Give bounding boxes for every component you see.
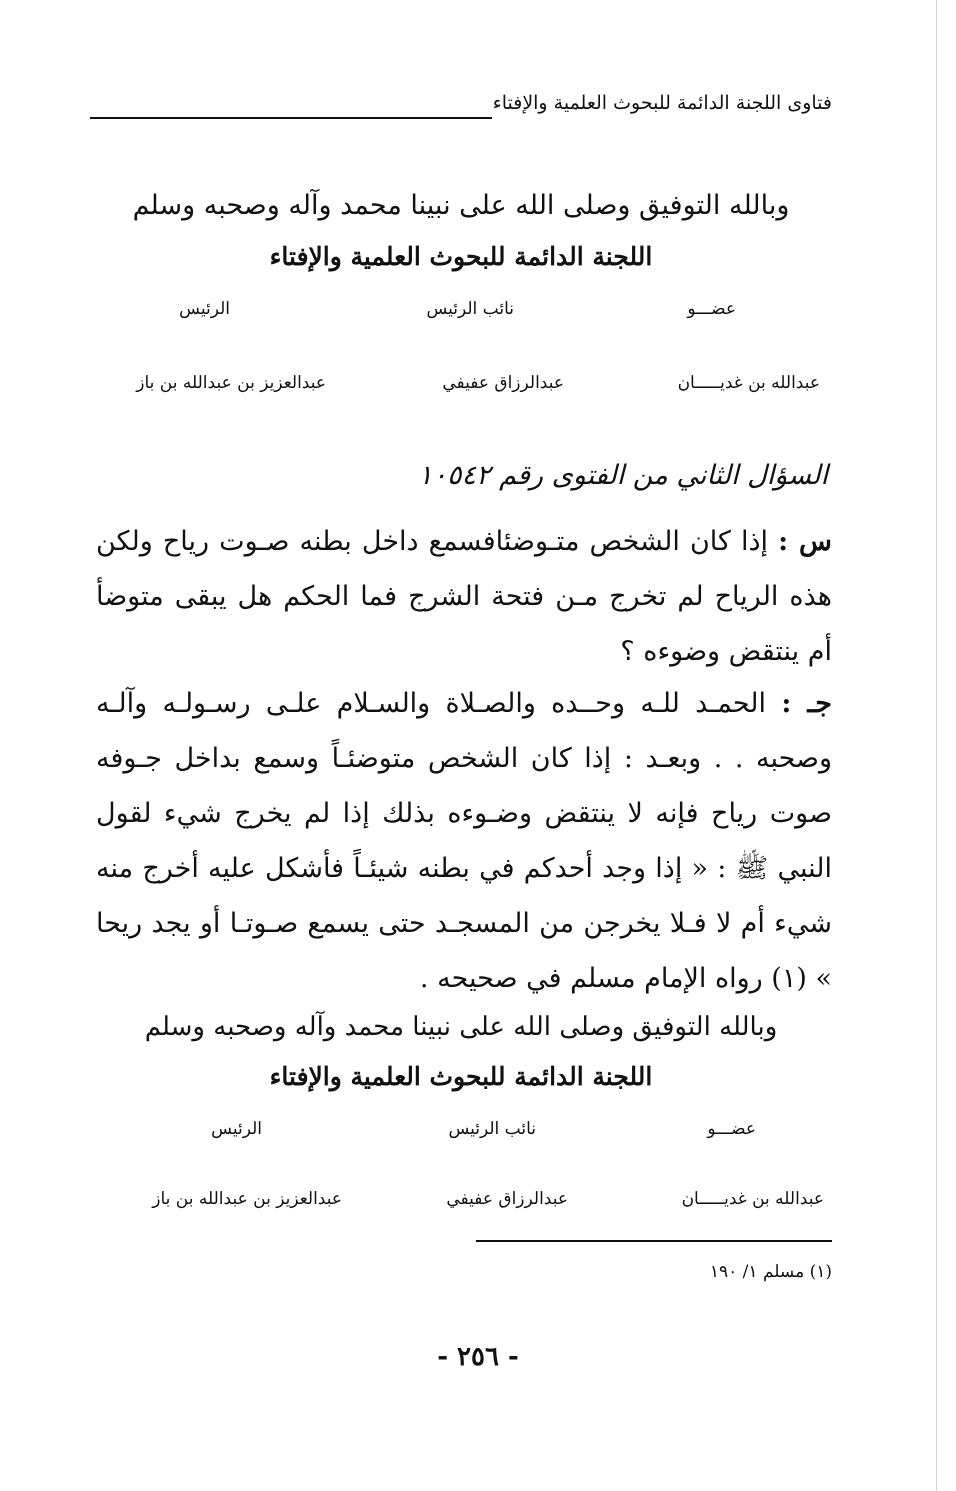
name-chairman: عبدالعزيز بن عبدالله بن باز: [136, 373, 326, 393]
name-vice-chairman: عبدالرزاق عفيفي: [442, 373, 564, 393]
footnote-rule: [476, 1240, 832, 1242]
closing-prayer-previous: وبالله التوفيق وصلى الله على نبينا محمد وآله وصحبه وسلم: [132, 190, 790, 221]
question-text: إذا كان الشخص متـوضئافسمع داخل بطنه صـوت رياح ولكن هذه الرياح لم تخرج مـن فتحة الشرج فما الحكم هل يبقى متوضأ أم ينتقض وضوءه ؟: [96, 526, 832, 667]
question-label: س :: [778, 526, 832, 557]
role-member: عضـــو: [707, 1119, 756, 1139]
role-member: عضـــو: [687, 299, 736, 319]
page-edge-line: [936, 0, 937, 1491]
running-header: [90, 88, 832, 124]
signature-roles-previous: [90, 296, 832, 322]
signature-names-current: [90, 1186, 832, 1212]
name-member: عبدالله بن غديـــــان: [681, 1189, 824, 1209]
closing-prayer-current: وبالله التوفيق وصلى الله على نبينا محمد وآله وصحبه وسلم: [144, 1012, 778, 1042]
role-vice-chairman: نائب الرئيس: [426, 299, 514, 319]
name-chairman: عبدالعزيز بن عبدالله بن باز: [152, 1189, 342, 1209]
role-chairman: الرئيس: [211, 1119, 262, 1139]
signature-roles-current: [90, 1116, 832, 1142]
name-vice-chairman: عبدالرزاق عفيفي: [446, 1189, 568, 1209]
footnote: (١) مسلم ١/ ١٩٠: [709, 1262, 832, 1282]
committee-name-previous: اللجنة الدائمة للبحوث العلمية والإفتاء: [269, 242, 653, 271]
role-vice-chairman: نائب الرئيس: [448, 1119, 536, 1139]
running-title: فتاوى اللجنة الدائمة للبحوث العلمية والإفتاء: [492, 92, 832, 114]
question-title: السؤال الثاني من الفتوى رقم ١٠٥٤٢: [418, 460, 828, 491]
signature-names-previous: [90, 370, 832, 396]
answer-paragraph: [96, 676, 832, 1006]
page-number: - ٢٥٦ -: [437, 1342, 519, 1372]
name-member: عبدالله بن غديـــــان: [677, 373, 820, 393]
committee-name-current: اللجنة الدائمة للبحوث العلمية والإفتاء: [269, 1062, 653, 1091]
answer-text: الحمـد للـه وحــده والصـلاة والسـلام علـى رسـولـه وآلـه وصحبه . . وبعـد : إذا كان الشخص متوضئـاً وسمع بداخل جـوفه صوت رياح فإنه لا ينتقض وضـوءه بذلك إذا لم يخرج شيء لقول النبي ﷺ : « إذا وجد أحدكم في بطنه شيئـاً فأشكل عليه أخرج منه شيء أم لا فـلا يخرجن من المسجـد حتى يسمع صـوتـا أو يجد ريحا » (١) رواه الإمام مسلم في صحيحه .: [96, 688, 832, 994]
role-chairman: الرئيس: [179, 299, 230, 319]
answer-label: جـ :: [781, 688, 832, 719]
question-paragraph: [96, 514, 832, 679]
header-rule: [90, 117, 492, 119]
